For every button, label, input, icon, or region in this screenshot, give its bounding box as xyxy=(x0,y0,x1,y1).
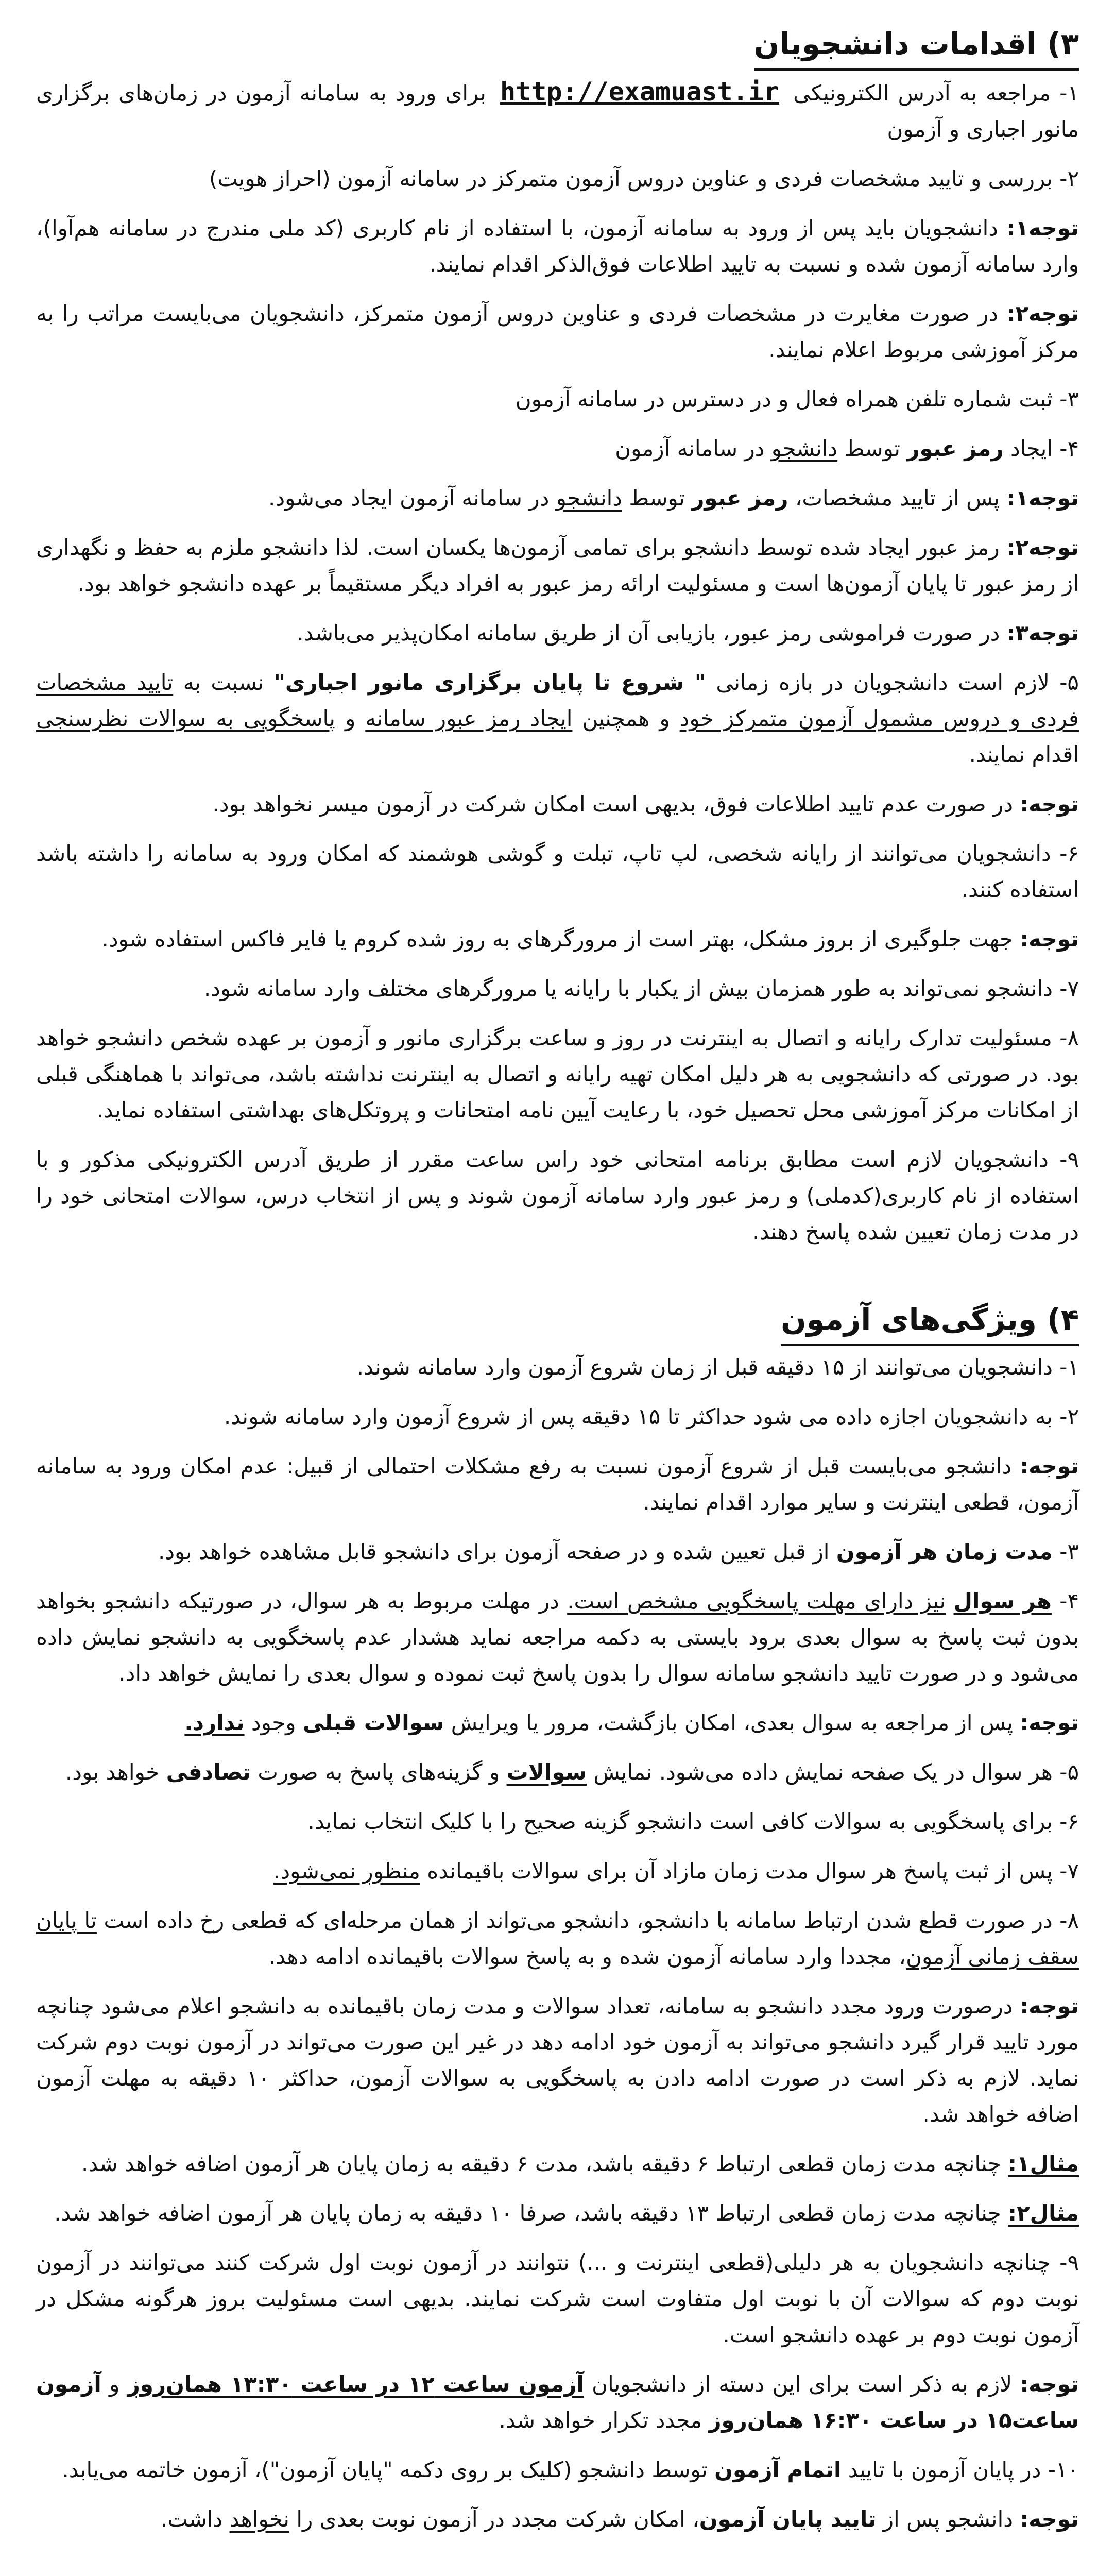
item-text: نسبت به xyxy=(183,670,264,695)
note-text: پس از تایید مشخصات، xyxy=(795,485,1000,511)
note-label: توجه۱: xyxy=(1006,215,1079,241)
emphasis: ایجاد رمز عبور سامانه xyxy=(365,706,573,731)
emphasis: رمز عبور xyxy=(692,485,788,511)
note-text: مجدد تکرار خواهد شد. xyxy=(499,2408,702,2433)
note-text: در سامانه آزمون ایجاد می‌شود. xyxy=(268,485,550,511)
note-6 xyxy=(36,786,1079,822)
emphasis: رمز عبور xyxy=(907,436,1004,461)
item-text: ، مجددا وارد سامانه آزمون شده و به پاسخ سوالات باقیمانده ادامه دهد. xyxy=(268,1944,906,1969)
note-label: توجه: xyxy=(1020,926,1079,952)
item-text: در سامانه آزمون xyxy=(615,436,765,461)
example-1 xyxy=(36,2146,1079,2182)
note-label: توجه۱: xyxy=(1006,485,1079,511)
item-text: ۵- هر سوال در یک صفحه نمایش داده می‌شود. نمایش xyxy=(593,1759,1079,1785)
item-text: و همچنین xyxy=(582,706,670,731)
example-label: مثال۲: xyxy=(1008,2200,1079,2226)
note-text: وجود xyxy=(251,1710,296,1735)
note-label: توجه: xyxy=(1020,791,1079,817)
note-text: لازم به ذکر است برای این دسته از دانشجویان xyxy=(592,2371,1013,2397)
section-student-actions xyxy=(36,21,1079,1250)
item-5 xyxy=(36,665,1079,773)
note-1 xyxy=(36,1448,1079,1520)
example-text: چنانچه مدت زمان قطعی ارتباط ۱۳ دقیقه باشد، صرفا ۱۰ دقیقه به زمان پایان هر آزمون اضافه خواهد شد. xyxy=(54,2200,1001,2226)
item-6: ۶- برای پاسخگویی به سوالات کافی است دانشجو گزینه صحیح را با کلیک انتخاب نماید. xyxy=(307,1809,1079,1834)
item-4 xyxy=(36,431,1079,467)
note-text: ، امکان شرکت مجدد در آزمون نوبت بعدی را xyxy=(296,2506,699,2532)
note-text: درصورت ورود مجدد دانشجو به سامانه، تعداد سوالات و مدت زمان باقیمانده به دانشجو اعلام می‌شود چنانچه مورد تایید قرار گیرد دانشجو می‌تواند به آزمون خود ادامه دهد در غیر این صورت می‌تواند در آزمون نوبت دوم شرکت نماید. لازم به ذکر است در صورت ادامه دادن به پاسخگویی به سوالات آزمون، حداکثر ۱۰ دقیقه به مهلت آزمون اضافه خواهد شد. xyxy=(36,1993,1079,2127)
note-4 xyxy=(36,2366,1079,2438)
item-text: ۵- لازم است دانشجویان در بازه زمانی xyxy=(716,670,1079,695)
emphasis: نخواهد xyxy=(229,2506,289,2532)
emphasis: دانشجو xyxy=(771,436,838,461)
item-9: ۹- دانشجویان لازم است مطابق برنامه امتحانی خود راس ساعت مقرر از طریق آدرس الکترونیکی مذکور و با استفاده از نام کاربری(کدملی) و رمز عبور وارد سامانه آزمون شوند و پس از انتخاب درس، سوالات امتحانی خود را در مدت زمان تعیین شده پاسخ دهند. xyxy=(36,1147,1079,1244)
item-2: ۲- بررسی و تایید مشخصات فردی و عناوین دروس آزمون متمرکز در سامانه آزمون (احراز هویت) xyxy=(209,166,1079,191)
item-text: و xyxy=(345,706,356,731)
emphasis: دانشجو xyxy=(556,485,623,511)
note-label: توجه: xyxy=(1020,1453,1079,1479)
note-text: دانشجو می‌بایست قبل از شروع آزمون نسبت به رفع مشکلات احتمالی از قبیل: عدم امکان ورود به سامانه آزمون، قطعی اینترنت و سایر موارد اقدام نمایند. xyxy=(36,1453,1079,1515)
note-text: در صورت فراموشی رمز عبور، بازیابی آن از طریق سامانه امکان‌پذیر می‌باشد. xyxy=(297,620,1000,646)
section-exam-features xyxy=(36,1296,1079,2537)
emphasis: مدت زمان هر آزمون xyxy=(836,1539,1053,1564)
emphasis: سوالات xyxy=(506,1759,587,1785)
item-7: ۷- دانشجو نمی‌تواند به طور همزمان بیش از یکبار با رایانه یا مرورگرهای مختلف وارد سامانه شود. xyxy=(203,976,1079,1001)
item-text: خواهد بود. xyxy=(65,1759,160,1785)
item-6: ۶- دانشجویان می‌توانند از رایانه شخصی، لپ تاپ، تبلت و گوشی هوشمند که امکان ورود به سامانه را داشته باشد استفاده کنند. xyxy=(36,841,1079,902)
note-label: توجه۳: xyxy=(1006,620,1079,646)
note-2 xyxy=(36,1705,1079,1741)
note-3 xyxy=(36,480,1079,516)
example-text: چنانچه مدت زمان قطعی ارتباط ۶ دقیقه باشد، مدت ۶ دقیقه به زمان پایان هر آزمون اضافه خواهد شد. xyxy=(81,2151,1001,2176)
item-text: برای ورود به سامانه آزمون در زمان‌های برگزاری مانور اجباری و آزمون xyxy=(36,80,1079,142)
item-9: ۹- چنانچه دانشجویان به هر دلیلی(قطعی اینترنت و ...) نتوانند در آزمون نوبت اول شرکت کنند می‌توانند در آزمون نوبت دوم که سوالات آن با نوبت اول متفاوت است شرکت نمایند. بدیهی است مسئولیت بروز هرگونه مشکل در آزمون نوبت دوم بر عهده دانشجو است. xyxy=(36,2250,1079,2347)
emphasis: تایید پایان آزمون xyxy=(699,2506,877,2532)
note-label: توجه: xyxy=(1020,1710,1079,1735)
item-text: ۳- xyxy=(1059,1539,1079,1564)
item-5 xyxy=(36,1754,1079,1790)
note-2 xyxy=(36,296,1079,368)
note-5 xyxy=(36,615,1079,651)
emphasis: آزمون ساعت ۱۲ در ساعت ۱۳:۳۰ همان‌روز xyxy=(127,2371,584,2397)
emphasis: تایید مشخصات فردی و دروس مشمول آزمون متمرکز خود xyxy=(36,670,1079,731)
item-text: و گزینه‌های پاسخ به صورت xyxy=(258,1759,500,1785)
item-text: توسط xyxy=(844,436,900,461)
note-5 xyxy=(36,2501,1079,2537)
example-label: مثال۱: xyxy=(1008,2151,1079,2176)
note-label: توجه۲: xyxy=(1006,301,1079,326)
item-1 xyxy=(36,74,1079,147)
emphasis: تصادفی xyxy=(166,1759,251,1785)
item-text: ۸- در صورت قطع شدن ارتباط سامانه با دانشجو، دانشجو می‌تواند از همان مرحله‌ای که قطعی رخ داده است xyxy=(104,1908,1079,1933)
emphasis: منظور نمی‌شود. xyxy=(273,1858,420,1884)
note-text: توسط xyxy=(629,485,685,511)
item-3: ۳- ثبت شماره تلفن همراه فعال و در دسترس در سامانه آزمون xyxy=(515,386,1079,412)
item-10 xyxy=(36,2452,1079,2488)
emphasis: " شروع تا پایان برگزاری مانور اجباری" xyxy=(273,670,706,695)
note-text: و xyxy=(109,2371,120,2397)
item-text: ۷- پس از ثبت پاسخ هر سوال مدت زمان مازاد آن برای سوالات باقیمانده xyxy=(427,1858,1079,1884)
item-text: اقدام نمایند. xyxy=(969,742,1079,767)
emphasis: اتمام آزمون xyxy=(714,2457,842,2482)
item-2: ۲- به دانشجویان اجازه داده می شود حداکثر تا ۱۵ دقیقه پس از شروع آزمون وارد سامانه شوند. xyxy=(224,1404,1079,1429)
note-text: پس از مراجعه به سوال بعدی، امکان بازگشت، مرور یا ویرایش xyxy=(451,1710,1013,1735)
emphasis: آزمون ساعت۱۵ در ساعت ۱۶:۳۰ همان‌روز xyxy=(36,2371,1079,2433)
exam-website-link[interactable]: http://examuast.ir xyxy=(500,77,779,107)
note-label: توجه۲: xyxy=(1006,535,1079,560)
section-title: ۴) ویژگی‌های آزمون xyxy=(781,1296,1079,1346)
note-text: جهت جلوگیری از بروز مشکل، بهتر است از مرورگرهای به روز شده کروم یا فایر فاکس استفاده شود. xyxy=(101,926,1013,952)
note-3 xyxy=(36,1988,1079,2132)
item-3 xyxy=(36,1534,1079,1570)
item-text: از قبل تعیین شده و در صفحه آزمون برای دانشجو قابل مشاهده خواهد بود. xyxy=(158,1539,830,1564)
note-text: دانشجو پس از xyxy=(883,2506,1013,2532)
item-1: ۱- دانشجویان می‌توانند از ۱۵ دقیقه قبل از زمان شروع آزمون وارد سامانه شوند. xyxy=(356,1354,1079,1380)
emphasis: ندارد. xyxy=(184,1710,245,1735)
note-4 xyxy=(36,530,1079,602)
emphasis: تا پایان سقف زمانی آزمون xyxy=(36,1908,1079,1969)
note-label: توجه: xyxy=(1020,1993,1079,2019)
item-text: در مهلت مربوط به هر سوال، در صورتیکه دانشجو بخواهد بدون ثبت پاسخ به سوال بعدی برود بایستی به دکمه مراجعه نماید هشدار عدم پاسخگویی به دانشجو نمایش داده می‌شود و در صورت تایید دانشجو سامانه سوال را بدون پاسخ ثبت نموده و سوال بعدی را نمایش خواهد داد. xyxy=(36,1588,1079,1686)
item-text: ۴- ایجاد xyxy=(1010,436,1079,461)
note-7 xyxy=(36,921,1079,957)
emphasis: هر سوال xyxy=(953,1588,1052,1614)
section-title: ۳) اقدامات دانشجویان xyxy=(754,21,1079,71)
note-text: در صورت عدم تایید اطلاعات فوق، بدیهی است امکان شرکت در آزمون میسر نخواهد بود. xyxy=(212,791,1013,817)
note-text: داشت. xyxy=(161,2506,223,2532)
note-text: دانشجویان باید پس از ورود به سامانه آزمون، با استفاده از نام کاربری (کد ملی مندرج در سامانه هم‌آوا)، وارد سامانه آزمون شده و نسبت به تایید اطلاعات فوق‌الذکر اقدام نمایند. xyxy=(36,215,1079,277)
item-text: توسط دانشجو (کلیک بر روی دکمه "پایان آزمون")، آزمون خاتمه می‌یابد. xyxy=(62,2457,708,2482)
item-text: ۱۰- در پایان آزمون با تایید xyxy=(848,2457,1079,2482)
example-2 xyxy=(36,2195,1079,2231)
item-4 xyxy=(36,1583,1079,1691)
item-7 xyxy=(36,1853,1079,1889)
emphasis: پاسخگویی به سوالات نظرسنجی xyxy=(36,706,335,731)
note-text: در صورت مغایرت در مشخصات فردی و عناوین دروس آزمون متمرکز، دانشجویان می‌بایست مراتب را به مرکز آموزشی مربوط اعلام نمایند. xyxy=(36,301,1079,362)
emphasis: سوالات قبلی xyxy=(302,1710,444,1735)
item-8 xyxy=(36,1903,1079,1975)
item-8: ۸- مسئولیت تدارک رایانه و اتصال به اینترنت در روز و ساعت برگزاری مانور و آزمون بر عهده شخص دانشجو خواهد بود. در صورتی که دانشجویی به هر دلیل امکان تهیه رایانه و اتصال به اینترنت نداشته باشد، می‌تواند با هماهنگی قبلی از امکانات مرکز آموزشی محل تحصیل خود، با رعایت آیین نامه امتحانات و پروتکل‌های بهداشتی استفاده نماید. xyxy=(36,1025,1079,1123)
note-label: توجه: xyxy=(1020,2371,1079,2397)
note-text: رمز عبور ایجاد شده توسط دانشجو برای تمامی آزمون‌ها یکسان است. لذا دانشجو ملزم به حفظ و نگهداری از رمز عبور تا پایان آزمون‌ها است و مسئولیت ارائه رمز عبور به افراد دیگر مستقیماً بر عهده دانشجو خواهد بود. xyxy=(36,535,1079,596)
item-text: ۱- مراجعه به آدرس الکترونیکی xyxy=(793,80,1079,106)
emphasis: نیز دارای مهلت پاسخگویی مشخص است. xyxy=(567,1588,946,1614)
note-1 xyxy=(36,210,1079,282)
item-text: ۴- xyxy=(1059,1588,1079,1614)
note-label: توجه: xyxy=(1020,2506,1079,2532)
